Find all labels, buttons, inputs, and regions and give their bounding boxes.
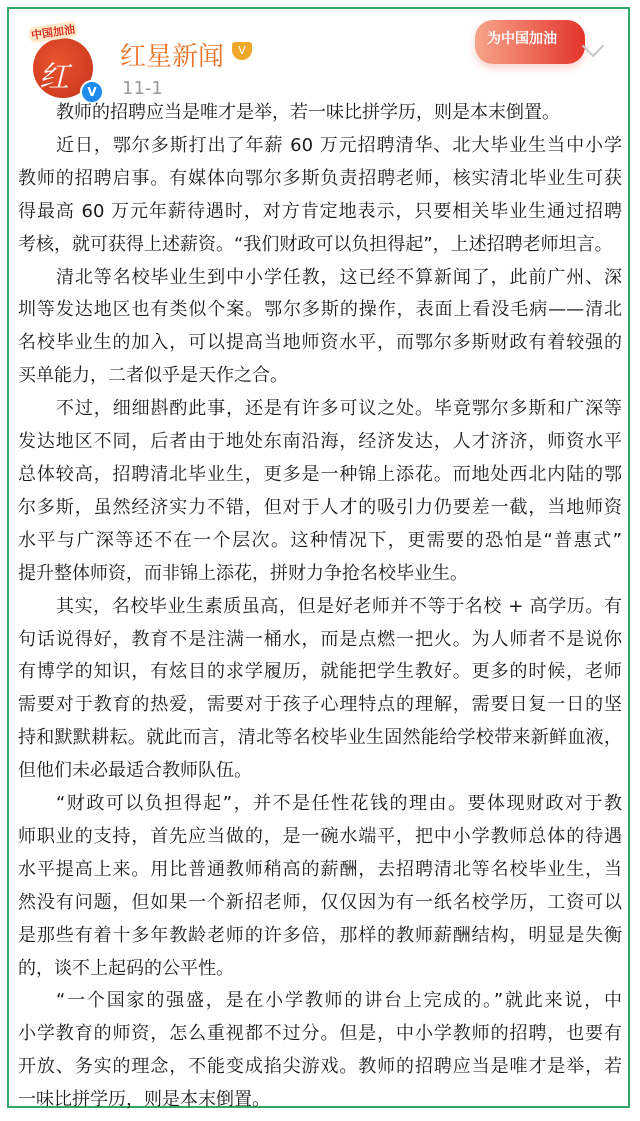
article-body (18, 97, 622, 1117)
account-name[interactable]: 红星新闻 (120, 42, 225, 72)
paragraph-3-line: 尔多斯，虽然经济实力不错，但对于人才的吸引力仍要差一截，当地师资 (18, 496, 622, 518)
paragraph-2-line: 圳等发达地区也有类似个案。鄂尔多斯的操作，表面上看没毛病——清北 (18, 299, 622, 321)
paragraph-3-line: 发达地区不同，后者由于地处东南沿海，经济发达，人才济济，师资水平 (18, 431, 622, 453)
paragraph-5-line: “财政可以负担得起”，并不是任性花钱的理由。要体现财政对于教 (56, 793, 622, 815)
paragraph-1-line: 教师的招聘启事。有媒体向鄂尔多斯负责招聘老师，核实清北毕业生可获 (18, 167, 622, 189)
avatar-logo: 红星 (39, 60, 69, 139)
vip-crown-icon: V (232, 42, 252, 60)
avatar-banner: 中国加油 (28, 21, 78, 44)
paragraph-6-line: 小学教育的师资，怎么重视都不过分。但是，中小学教师的招聘，也要有 (18, 1023, 622, 1045)
paragraph-3-line: 提升整体师资，而非锦上添花，拼财力争抢名校毕业生。 (18, 562, 468, 584)
paragraph-1-line: 考核，就可获得上述薪资。“我们财政可以负担得起”，上述招聘老师坦言。 (18, 233, 613, 255)
paragraph-0-line: 教师的招聘应当是唯才是举，若一味比拼学历，则是本末倒置。 (56, 102, 560, 123)
paragraph-4-line: 其实，名校毕业生素质虽高，但是好老师并不等于名校 + 高学历。有 (56, 595, 622, 617)
post-date: 11-1 (122, 78, 163, 99)
paragraph-6-line: 一味比拼学历，则是本末倒置。 (18, 1089, 270, 1111)
paragraph-5-line: 是那些有着十多年教龄老师的许多倍，那样的教师薪酬结构，明显是失衡 (18, 924, 622, 946)
paragraph-1-line: 得最高 60 万元年薪待遇时，对方肯定地表示，只要相关毕业生通过招聘 (18, 200, 622, 222)
verified-icon: V (80, 80, 104, 104)
paragraph-2-line: 清北等名校毕业生到中小学任教，这已经不算新闻了，此前广州、深 (56, 266, 622, 288)
paragraph-5-line: 然没有问题，但如果一个新招老师，仅仅因为有一纸名校学历，工资可以 (18, 891, 622, 913)
paragraph-4-line: 持和默默耕耘。就此而言，清北等名校毕业生固然能给学校带来新鲜血液， (18, 727, 622, 749)
promo-badge[interactable] (475, 20, 585, 64)
paragraph-3-line: 总体较高，招聘清北毕业生，更多是一种锦上添花。而地处西北内陆的鄂 (18, 463, 622, 485)
paragraph-5-line: 的，谈不上起码的公平性。 (18, 957, 234, 979)
paragraph-6-line: 开放、务实的理念，不能变成掐尖游戏。教师的招聘应当是唯才是举，若 (18, 1056, 622, 1078)
paragraph-4-line: 需要对于教育的热爱，需要对于孩子心理特点的理解，需要日复一日的坚 (18, 694, 622, 716)
paragraph-6-line: “一个国家的强盛，是在小学教师的讲台上完成的。”就此来说，中 (56, 990, 622, 1012)
paragraph-3-line: 不过，细细斟酌此事，还是有许多可议之处。毕竟鄂尔多斯和广深等 (56, 398, 622, 420)
paragraph-5-line: 水平提高上来。用比普通教师稍高的薪酬，去招聘清北等名校毕业生，当 (18, 858, 622, 880)
paragraph-2-line: 名校毕业生的加入，可以提高当地师资水平，而鄂尔多斯财政有着较强的 (18, 332, 622, 354)
paragraph-3-line: 水平与广深等还不在一个层次。这种情况下，更需要的恐怕是“普惠式” (18, 529, 622, 551)
paragraph-4-line: 但他们未必最适合教师队伍。 (18, 760, 252, 782)
promo-label: 为中国加油 (487, 31, 557, 47)
paragraph-5-line: 师职业的支持，首先应当做的，是一碗水端平，把中小学教师总体的待遇 (18, 825, 622, 847)
paragraph-2-line: 买单能力，二者似乎是天作之合。 (18, 365, 288, 387)
paragraph-1-line: 近日，鄂尔多斯打出了年薪 60 万元招聘清华、北大毕业生当中小学 (56, 134, 622, 156)
paragraph-4-line: 有博学的知识，有炫目的求学履历，就能把学生教好。更多的时候，老师 (18, 661, 622, 683)
paragraph-4-line: 句话说得好，教育不是注满一桶水，而是点燃一把火。为人师者不是说你 (18, 628, 622, 650)
